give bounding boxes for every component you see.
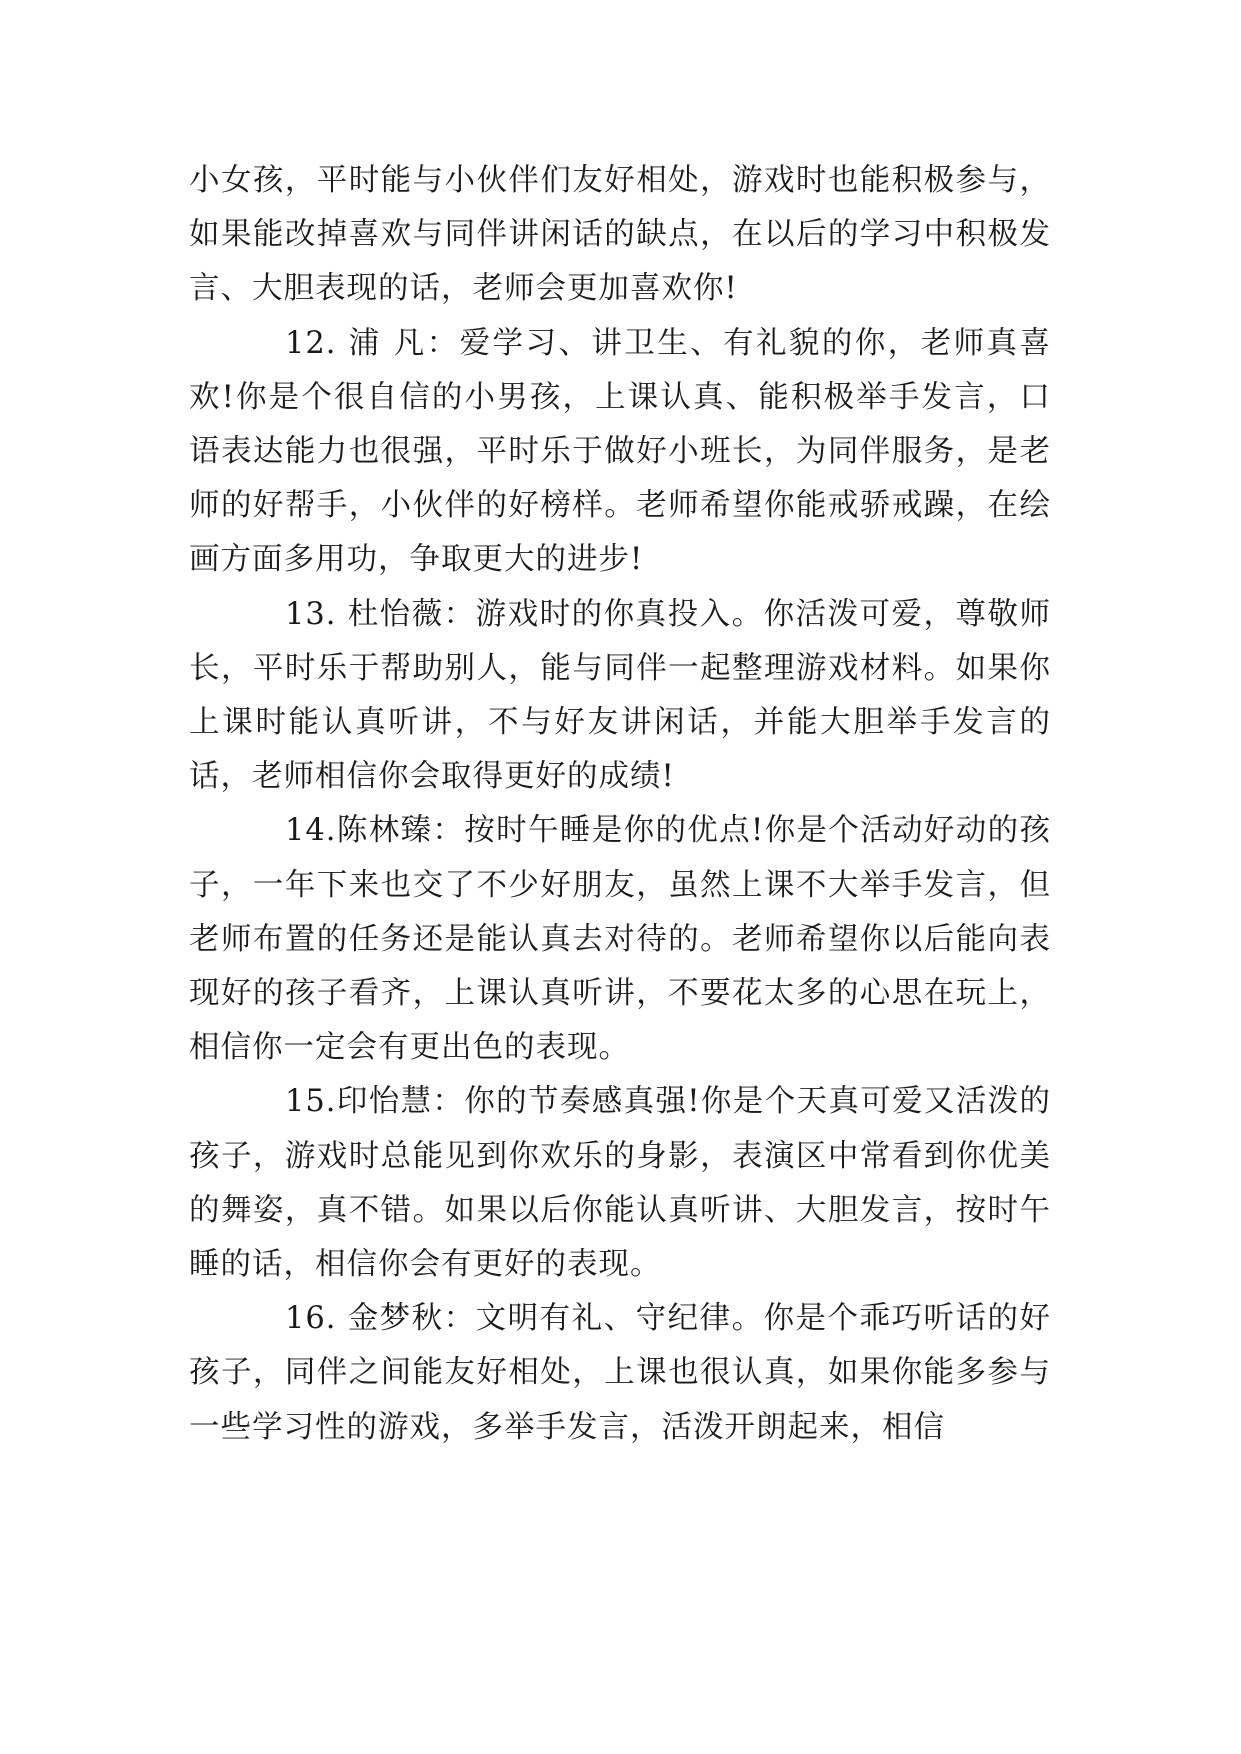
paragraph-13: 13. 杜怡薇：游戏时的你真投入。你活泼可爱，尊敬师长，平时乐于帮助别人，能与同伴一起整理游戏材料。如果你上课时能认真听讲，不与好友讲闲话，并能大胆举手发言的话，老师相信你会取得更好的成绩! [189, 596, 1051, 795]
paragraph-12: 12. 浦 凡：爱学习、讲卫生、有礼貌的你，老师真喜欢!你是个很自信的小男孩，上课认真、能积极举手发言，口语表达能力也很强，平时乐于做好小班长，为同伴服务，是老师的好帮手，小伙伴的好榜样。老师希望你能戒骄戒躁，在绘画方面多用功，争取更大的进步! [189, 325, 1051, 578]
paragraph-15: 15.印怡慧：你的节奏感真强!你是个天真可爱又活泼的孩子，游戏时总能见到你欢乐的身影，表演区中常看到你优美的舞姿，真不错。如果以后你能认真听讲、大胆发言，按时午睡的话，相信你会有更好的表现。 [189, 1084, 1051, 1283]
paragraph-16: 16. 金梦秋：文明有礼、守纪律。你是个乖巧听话的好孩子，同伴之间能友好相处，上课也很认真，如果你能多参与一些学习性的游戏，多举手发言，活泼开朗起来，相信 [189, 1301, 1051, 1445]
document-body [189, 154, 1051, 1455]
paragraph-11-continued: 小女孩，平时能与小伙伴们友好相处，游戏时也能积极参与，如果能改掉喜欢与同伴讲闲话的缺点，在以后的学习中积极发言、大胆表现的话，老师会更加喜欢你! [189, 163, 1051, 307]
paragraph-14: 14.陈林臻：按时午睡是你的优点!你是个活动好动的孩子，一年下来也交了不少好朋友，虽然上课不大举手发言，但老师布置的任务还是能认真去对待的。老师希望你以后能向表现好的孩子看齐，上课认真听讲，不要花太多的心思在玩上，相信你一定会有更出色的表现。 [189, 813, 1051, 1066]
